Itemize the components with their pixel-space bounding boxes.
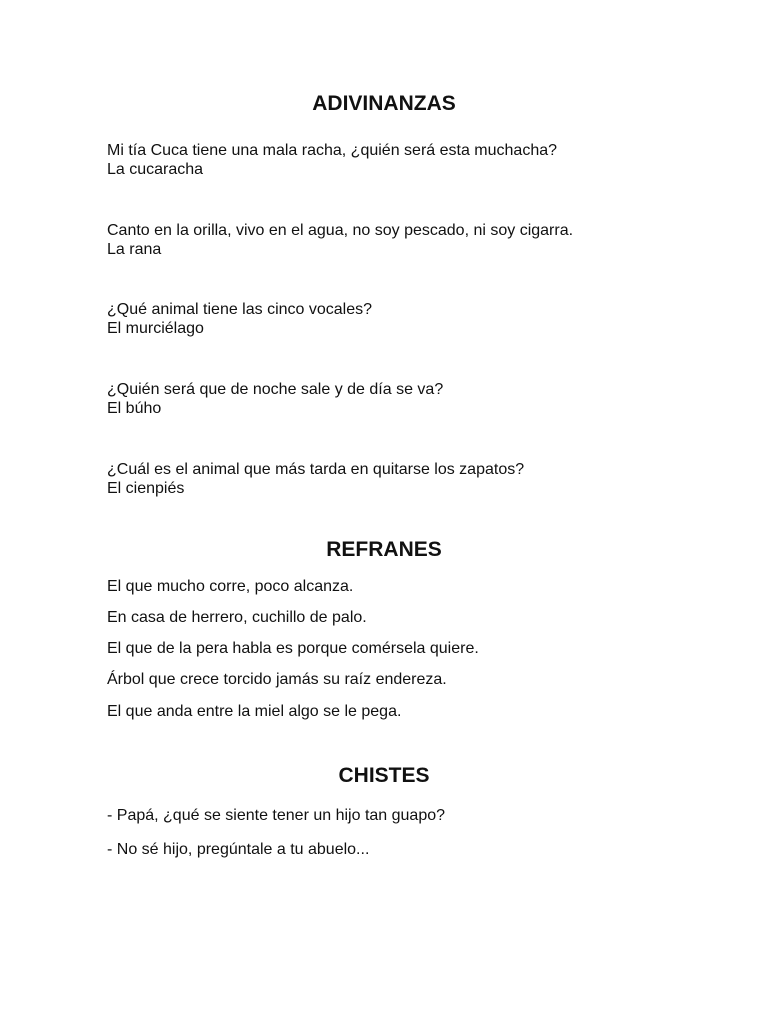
riddle-answer: La cucaracha [107,161,204,178]
chistes-heading: CHISTES [338,764,430,787]
riddle-question: Canto en la orilla, vivo en el agua, no soy pescado, ni soy cigarra. [107,222,574,239]
riddle-answer: El búho [107,400,162,417]
riddle-question: ¿Cuál es el animal que más tarda en quitarse los zapatos? [107,461,525,478]
riddle-answer: La rana [107,241,162,258]
joke-line: - No sé hijo, pregúntale a tu abuelo... [107,841,370,858]
proverb: En casa de herrero, cuchillo de palo. [107,609,367,626]
riddle-answer: El cienpiés [107,480,185,497]
proverb: El que mucho corre, poco alcanza. [107,578,354,595]
riddle-question: ¿Quién será que de noche sale y de día se va? [107,381,444,398]
riddle-question: ¿Qué animal tiene las cinco vocales? [107,301,373,318]
proverb: El que anda entre la miel algo se le pega. [107,703,402,720]
proverb: El que de la pera habla es porque comérsela quiere. [107,640,479,657]
refranes-heading: REFRANES [326,538,442,561]
riddle-question: Mi tía Cuca tiene una mala racha, ¿quién será esta muchacha? [107,142,558,159]
proverb: Árbol que crece torcido jamás su raíz endereza. [107,671,447,688]
riddle-answer: El murciélago [107,320,204,337]
joke-line: - Papá, ¿qué se siente tener un hijo tan guapo? [107,807,446,824]
adivinanzas-heading: ADIVINANZAS [312,92,456,115]
